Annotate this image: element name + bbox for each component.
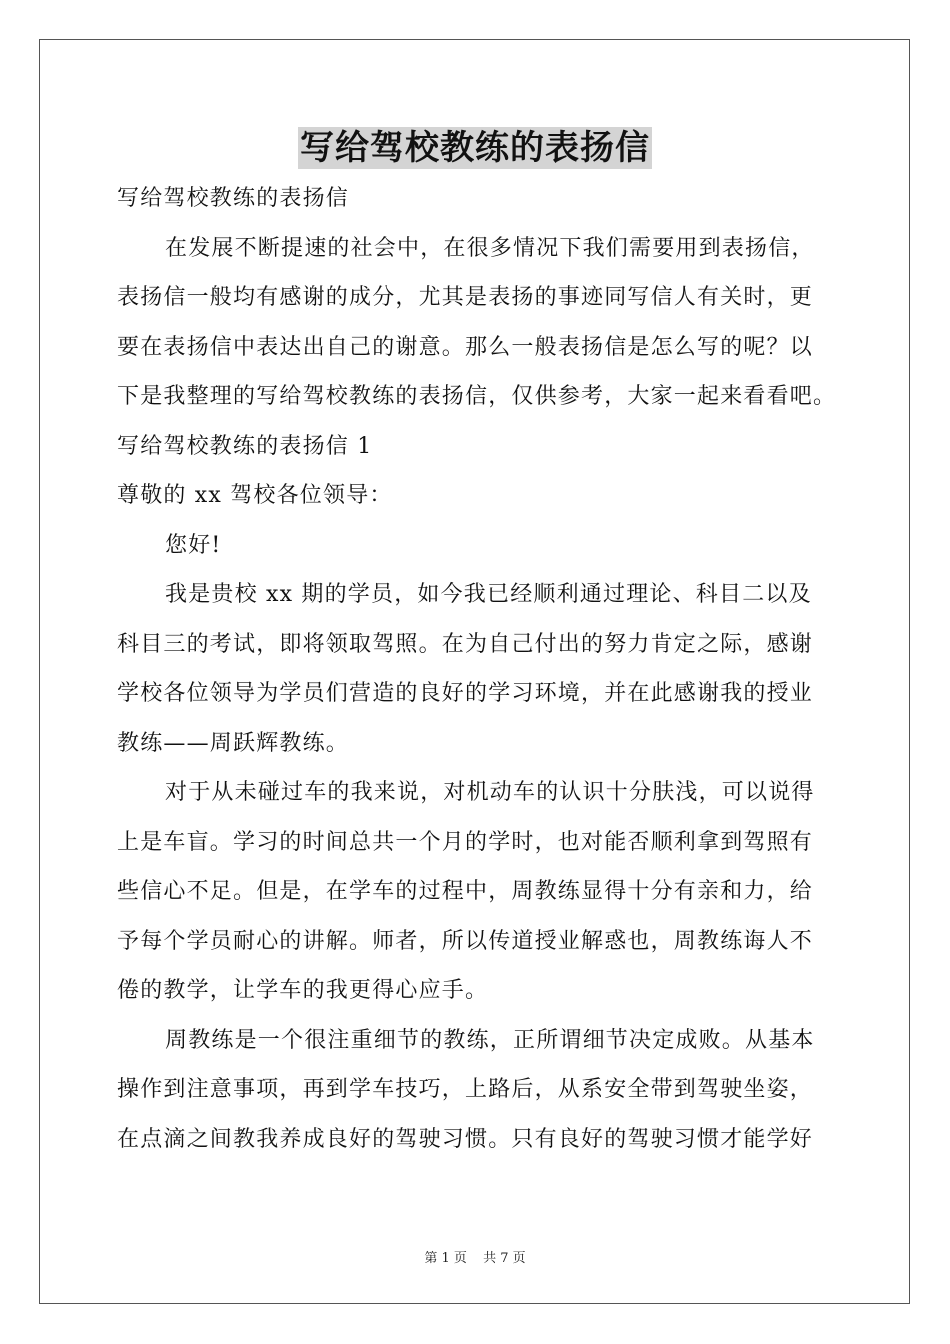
title-wrap [0,127,950,169]
text-line: 在点滴之间教我养成良好的驾驶习惯。只有良好的驾驶习惯才能学好 [117,1126,814,1152]
text-line: 学校各位领导为学员们营造的良好的学习环境，并在此感谢我的授业 [117,681,814,706]
text-line: 写给驾校教练的表扬信 1 [117,433,373,459]
text-line: 表扬信一般均有感谢的成分，尤其是表扬的事迹同写信人有关时，更 [117,285,814,310]
text-line: 写给驾校教练的表扬信 [117,186,350,211]
text-line: 我是贵校 xx 期的学员，如今我已经顺利通过理论、科目二以及 [165,582,812,607]
text-line: 予每个学员耐心的讲解。师者，所以传道授业解惑也，周教练诲人不 [117,928,814,954]
text-line: 在发展不断提速的社会中，在很多情况下我们需要用到表扬信， [165,235,815,261]
text-line: 您好! [165,532,222,558]
text-line: 倦的教学，让学车的我更得心应手。 [117,978,489,1003]
text-line: 要在表扬信中表达出自己的谢意。那么一般表扬信是怎么写的呢？以 [117,334,814,360]
document-body [117,174,837,1164]
page-number: 第 1 页 [424,1251,467,1266]
text-line: 教练——周跃辉教练。 [117,730,350,756]
page-footer [0,1247,950,1266]
text-line: 对于从未碰过车的我来说，对机动车的认识十分肤浅，可以说得 [165,780,815,805]
text-line: 尊敬的 xx 驾校各位领导： [117,483,393,508]
document-title: 写给驾校教练的表扬信 [300,128,650,168]
text-line: 些信心不足。但是，在学车的过程中，周教练显得十分有亲和力，给 [117,879,814,904]
text-line: 科目三的考试，即将领取驾照。在为自己付出的努力肯定之际，感谢 [117,631,814,657]
text-line: 下是我整理的写给驾校教练的表扬信，仅供参考，大家一起来看看吧。 [117,384,837,409]
text-line: 周教练是一个很注重细节的教练，正所谓细节决定成败。从基本 [165,1027,815,1053]
text-line: 上是车盲。学习的时间总共一个月的学时，也对能否顺利拿到驾照有 [117,829,814,855]
page-total: 共 7 页 [483,1251,526,1266]
text-line: 操作到注意事项，再到学车技巧，上路后，从系安全带到驾驶坐姿， [117,1077,814,1102]
